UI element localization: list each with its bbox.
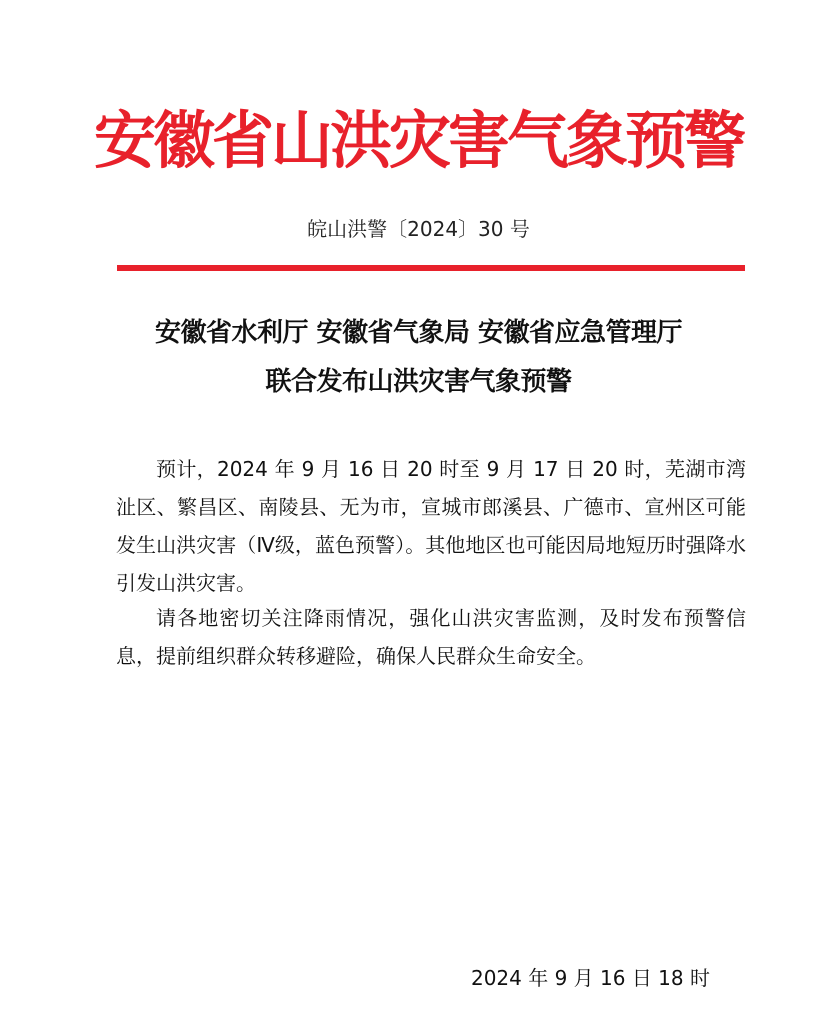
issue-date: 2024 年 9 月 16 日 18 时 — [470, 966, 710, 990]
document-masthead: 安徽省山洪灾害气象预警 — [93, 104, 743, 177]
body-paragraph-forecast: 预计，2024 年 9 月 16 日 20 时至 9 月 17 日 20 时，芜湖市湾沚区、繁昌区、南陵县、无为市，宣城市郎溪县、广德市、宣州区可能发生山洪灾害（Ⅳ级，蓝色预警）。其他地区也可能因局地短历时强降水引发山洪灾害。 — [116, 457, 746, 595]
headline-issuers: 安徽省水利厅 安徽省气象局 安徽省应急管理厅 — [154, 318, 683, 348]
body-paragraph-instructions: 请各地密切关注降雨情况，强化山洪灾害监测，及时发布预警信息，提前组织群众转移避险，确保人民群众生命安全。 — [116, 606, 746, 668]
red-divider-line — [117, 265, 745, 271]
document-number: 皖山洪警〔2024〕30 号 — [307, 217, 530, 241]
headline-title: 联合发布山洪灾害气象预警 — [265, 367, 572, 397]
